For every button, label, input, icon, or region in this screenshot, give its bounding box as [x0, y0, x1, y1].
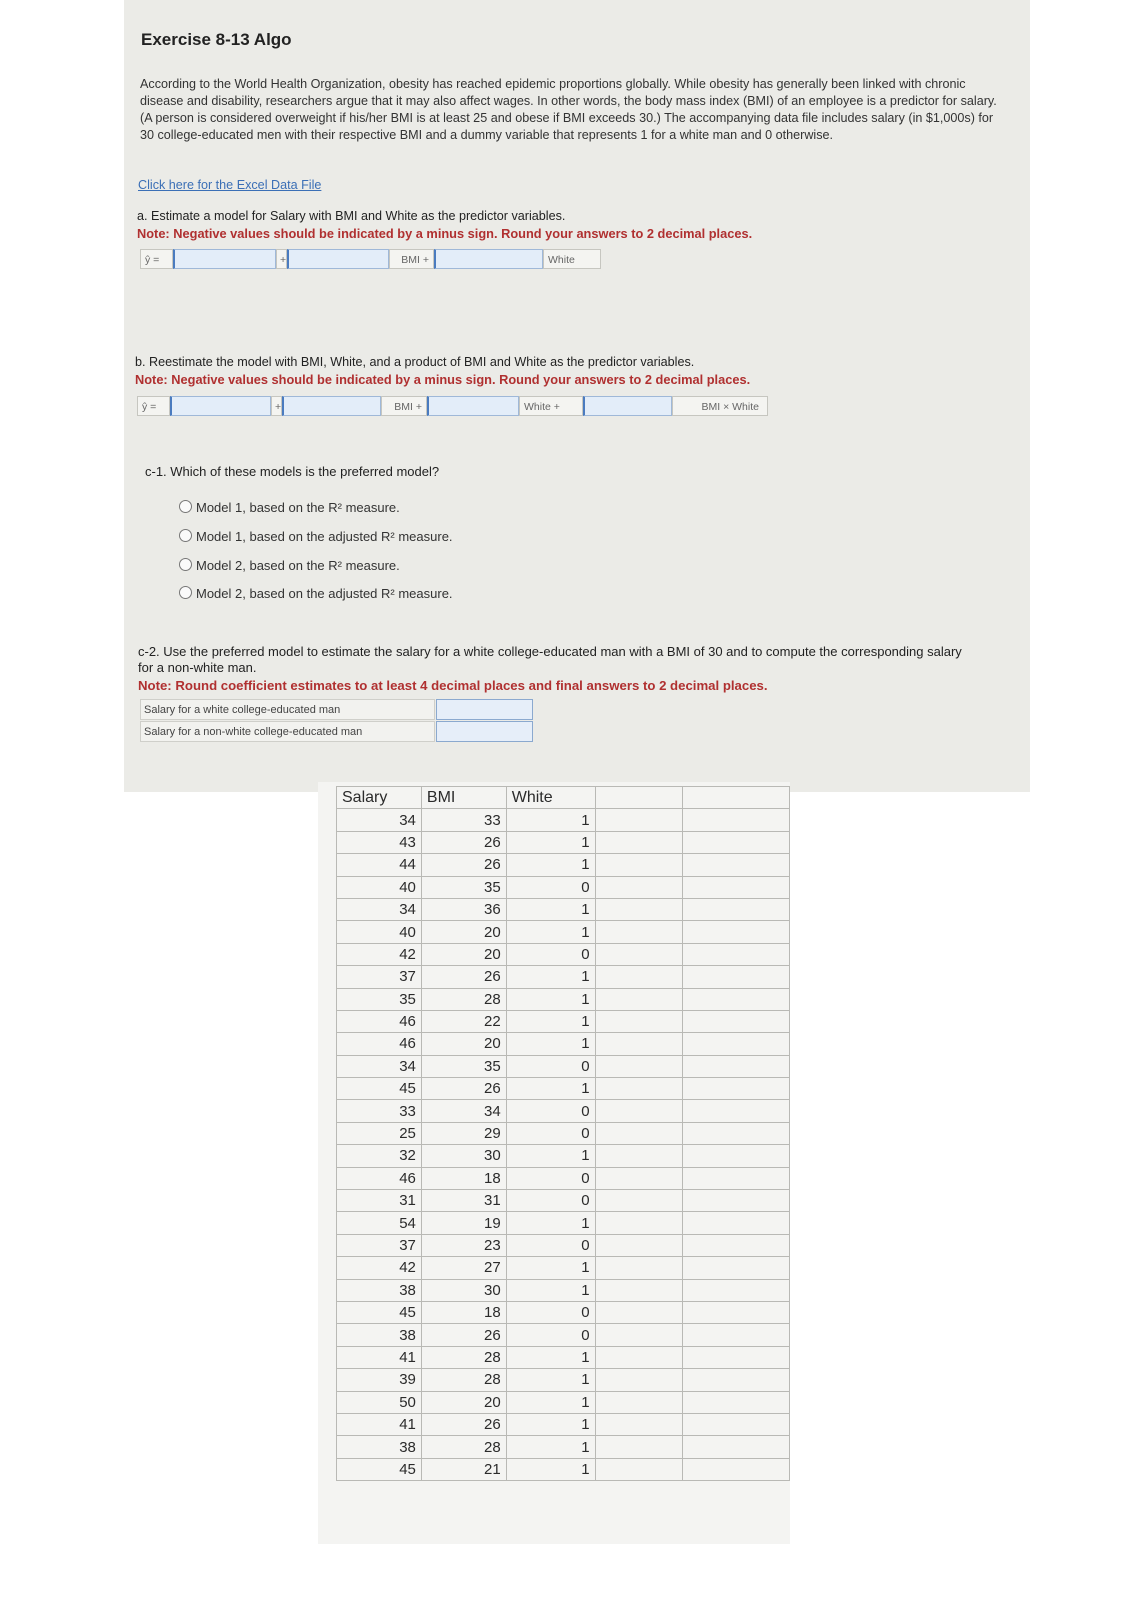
part-a-note-text: Negative values should be indicated by a minus sign. Round your answers to 2 decimal places.	[173, 226, 753, 241]
empty-cell	[595, 1010, 683, 1032]
part-c1-option-4[interactable]	[179, 583, 453, 605]
table-row	[337, 898, 790, 920]
salary-cell: 37	[337, 966, 422, 988]
white-cell: 1	[506, 988, 595, 1010]
empty-cell	[683, 1122, 790, 1144]
part-b-bmi-coef-input[interactable]	[282, 396, 381, 416]
bmi-cell: 20	[421, 1033, 506, 1055]
radio-icon[interactable]	[179, 529, 192, 542]
salary-cell: 46	[337, 1033, 422, 1055]
salary-cell: 41	[337, 1413, 422, 1435]
bmi-cell: 27	[421, 1257, 506, 1279]
table-row	[337, 809, 790, 831]
data-table-body	[337, 809, 790, 1481]
empty-cell	[683, 943, 790, 965]
bmi-cell: 36	[421, 898, 506, 920]
salary-cell: 40	[337, 876, 422, 898]
bmi-cell: 28	[421, 988, 506, 1010]
empty-cell	[595, 966, 683, 988]
radio-icon[interactable]	[179, 586, 192, 599]
white-cell: 1	[506, 809, 595, 831]
empty-cell	[683, 1100, 790, 1122]
exercise-panel	[124, 0, 1030, 792]
table-row	[337, 1100, 790, 1122]
white-cell: 0	[506, 1234, 595, 1256]
white-cell: 1	[506, 1145, 595, 1167]
bmi-cell: 35	[421, 876, 506, 898]
bmi-cell: 26	[421, 831, 506, 853]
table-row	[337, 1458, 790, 1480]
empty-cell	[595, 898, 683, 920]
exercise-intro: According to the World Health Organization, obesity has reached epidemic proportions globally. While obesity has generally been linked with chronic disease and disability, researchers argue that it may also affect wages. In other words, the body mass index (BMI) of an employee is a predictor for salary. (A person is considered overweight if his/her BMI is at least 25 and obese if BMI exceeds 30.) The accompanying data file includes salary (in $1,000s) for 30 college-educated men with their respective BMI and a dummy variable that represents 1 for a white man and 0 otherwise.	[140, 77, 997, 142]
bmi-cell: 28	[421, 1436, 506, 1458]
salary-cell: 38	[337, 1324, 422, 1346]
empty-cell	[683, 1078, 790, 1100]
part-b-plus-label: +	[271, 396, 282, 416]
table-row	[337, 1257, 790, 1279]
part-b-white-label: White +	[519, 396, 583, 416]
column-header-bmi: BMI	[421, 787, 506, 809]
salary-cell: 25	[337, 1122, 422, 1144]
bmi-cell: 26	[421, 1413, 506, 1435]
bmi-cell: 30	[421, 1279, 506, 1301]
salary-cell: 34	[337, 1055, 422, 1077]
bmi-cell: 30	[421, 1145, 506, 1167]
table-row	[337, 943, 790, 965]
radio-icon[interactable]	[179, 500, 192, 513]
empty-cell	[595, 1279, 683, 1301]
part-c1-question: c-1. Which of these models is the preferred model?	[145, 464, 440, 479]
exercise-title: Exercise 8-13 Algo	[141, 30, 292, 49]
empty-cell	[683, 1212, 790, 1234]
table-row	[337, 1436, 790, 1458]
part-c2-note	[138, 678, 768, 693]
salary-cell: 34	[337, 809, 422, 831]
white-cell: 1	[506, 1257, 595, 1279]
salary-cell: 42	[337, 943, 422, 965]
empty-cell	[595, 1122, 683, 1144]
empty-cell	[595, 876, 683, 898]
table-header-row	[337, 787, 790, 809]
data-table	[336, 786, 790, 1481]
empty-cell	[683, 966, 790, 988]
white-cell: 1	[506, 1369, 595, 1391]
table-row	[337, 1190, 790, 1212]
table-row	[337, 1167, 790, 1189]
table-row	[337, 854, 790, 876]
part-a-yhat-label: ŷ =	[140, 249, 173, 269]
white-cell: 0	[506, 1167, 595, 1189]
white-cell: 1	[506, 1346, 595, 1368]
part-b-white-coef-input[interactable]	[427, 396, 519, 416]
salary-cell: 39	[337, 1369, 422, 1391]
table-row	[337, 1391, 790, 1413]
salary-cell: 43	[337, 831, 422, 853]
table-row	[337, 1055, 790, 1077]
table-row	[337, 1145, 790, 1167]
excel-data-file-link[interactable]: Click here for the Excel Data File	[138, 178, 322, 192]
part-a-intercept-input[interactable]	[173, 249, 276, 269]
empty-cell	[595, 1100, 683, 1122]
empty-cell	[683, 1257, 790, 1279]
part-a-white-label: White	[543, 249, 601, 269]
part-c1-option-3-label: Model 2, based on the R² measure.	[196, 558, 400, 573]
bmi-cell: 31	[421, 1190, 506, 1212]
white-cell: 1	[506, 1391, 595, 1413]
part-b-note-text: Negative values should be indicated by a minus sign. Round your answers to 2 decimal places.	[171, 372, 751, 387]
white-cell: 0	[506, 1190, 595, 1212]
empty-cell	[683, 1234, 790, 1256]
bmi-cell: 33	[421, 809, 506, 831]
column-header-white: White	[506, 787, 595, 809]
part-a-bmi-coef-input[interactable]	[287, 249, 389, 269]
part-c2-row-white	[140, 699, 536, 720]
white-cell: 0	[506, 876, 595, 898]
white-cell: 0	[506, 1122, 595, 1144]
white-cell: 1	[506, 1458, 595, 1480]
part-b-question: b. Reestimate the model with BMI, White, and a product of BMI and White as the predictor variables.	[135, 355, 695, 369]
table-row	[337, 1369, 790, 1391]
empty-cell	[683, 1369, 790, 1391]
empty-cell	[683, 1167, 790, 1189]
empty-cell	[595, 1257, 683, 1279]
white-cell: 1	[506, 831, 595, 853]
part-c2-nonwhite-salary-input[interactable]	[436, 721, 533, 742]
empty-cell	[595, 854, 683, 876]
empty-cell	[683, 988, 790, 1010]
bmi-cell: 19	[421, 1212, 506, 1234]
empty-cell	[683, 898, 790, 920]
salary-cell: 32	[337, 1145, 422, 1167]
part-a-note	[137, 226, 752, 241]
bmi-cell: 20	[421, 943, 506, 965]
salary-cell: 34	[337, 898, 422, 920]
empty-cell	[683, 1279, 790, 1301]
salary-cell: 50	[337, 1391, 422, 1413]
part-c2-white-label: Salary for a white college-educated man	[140, 699, 435, 720]
white-cell: 1	[506, 854, 595, 876]
salary-cell: 31	[337, 1190, 422, 1212]
empty-cell	[595, 1324, 683, 1346]
table-row	[337, 1301, 790, 1323]
bmi-cell: 26	[421, 966, 506, 988]
part-b-note-label: Note:	[135, 372, 168, 387]
part-a-note-label: Note:	[137, 226, 170, 241]
part-a-question: a. Estimate a model for Salary with BMI and White as the predictor variables.	[137, 209, 566, 223]
table-row	[337, 876, 790, 898]
empty-cell	[595, 1413, 683, 1435]
empty-cell	[595, 1301, 683, 1323]
bmi-cell: 26	[421, 854, 506, 876]
empty-cell	[683, 876, 790, 898]
part-c1-option-3[interactable]	[179, 555, 400, 577]
empty-cell	[683, 1190, 790, 1212]
empty-cell	[683, 1010, 790, 1032]
table-row	[337, 1078, 790, 1100]
empty-cell	[683, 1391, 790, 1413]
white-cell: 0	[506, 1301, 595, 1323]
table-row	[337, 966, 790, 988]
part-c1-option-2-label: Model 1, based on the adjusted R² measure.	[196, 529, 453, 544]
salary-cell: 38	[337, 1436, 422, 1458]
white-cell: 0	[506, 1055, 595, 1077]
part-c2-note-label: Note:	[138, 678, 172, 693]
salary-cell: 45	[337, 1078, 422, 1100]
bmi-cell: 18	[421, 1167, 506, 1189]
part-c2-row-nonwhite	[140, 721, 536, 742]
white-cell: 1	[506, 921, 595, 943]
part-c2-question: c-2. Use the preferred model to estimate the salary for a white college-educated man with a BMI of 30 and to compute the corresponding salary for a non-white man.	[138, 644, 962, 675]
salary-cell: 46	[337, 1167, 422, 1189]
part-c1-option-1-label: Model 1, based on the R² measure.	[196, 500, 400, 515]
empty-cell	[683, 1145, 790, 1167]
part-c2-nonwhite-label: Salary for a non-white college-educated man	[140, 721, 435, 742]
salary-cell: 46	[337, 1010, 422, 1032]
empty-cell	[595, 943, 683, 965]
empty-cell	[595, 1212, 683, 1234]
part-b-interaction-label: BMI × White	[672, 396, 768, 416]
part-a-plus-label: +	[276, 249, 287, 269]
part-c2-note-text: Round coefficient estimates to at least 4 decimal places and final answers to 2 decimal places.	[175, 678, 768, 693]
radio-icon[interactable]	[179, 558, 192, 571]
bmi-cell: 22	[421, 1010, 506, 1032]
part-b-bmi-label: BMI +	[381, 396, 427, 416]
bmi-cell: 29	[421, 1122, 506, 1144]
data-spreadsheet	[318, 782, 790, 1544]
white-cell: 1	[506, 1436, 595, 1458]
table-row	[337, 1212, 790, 1234]
part-c1-option-2[interactable]	[179, 526, 453, 548]
empty-cell	[595, 988, 683, 1010]
white-cell: 0	[506, 1324, 595, 1346]
part-a-white-coef-input[interactable]	[434, 249, 543, 269]
part-c1-option-1[interactable]	[179, 497, 400, 519]
white-cell: 1	[506, 1279, 595, 1301]
salary-cell: 40	[337, 921, 422, 943]
salary-cell: 41	[337, 1346, 422, 1368]
part-b-intercept-input[interactable]	[170, 396, 271, 416]
empty-cell	[595, 921, 683, 943]
empty-cell	[595, 1458, 683, 1480]
table-row	[337, 831, 790, 853]
table-row	[337, 1279, 790, 1301]
table-row	[337, 1413, 790, 1435]
white-cell: 1	[506, 1212, 595, 1234]
bmi-cell: 35	[421, 1055, 506, 1077]
salary-cell: 33	[337, 1100, 422, 1122]
salary-cell: 44	[337, 854, 422, 876]
salary-cell: 54	[337, 1212, 422, 1234]
white-cell: 1	[506, 1010, 595, 1032]
table-row	[337, 1010, 790, 1032]
white-cell: 1	[506, 1033, 595, 1055]
part-c1-option-4-label: Model 2, based on the adjusted R² measure.	[196, 586, 453, 601]
empty-cell	[683, 1033, 790, 1055]
empty-cell	[683, 787, 790, 809]
white-cell: 1	[506, 1078, 595, 1100]
empty-cell	[595, 1055, 683, 1077]
table-row	[337, 1122, 790, 1144]
empty-cell	[683, 1055, 790, 1077]
bmi-cell: 28	[421, 1369, 506, 1391]
table-row	[337, 1033, 790, 1055]
bmi-cell: 26	[421, 1324, 506, 1346]
empty-cell	[683, 1458, 790, 1480]
table-row	[337, 988, 790, 1010]
bmi-cell: 18	[421, 1301, 506, 1323]
salary-cell: 42	[337, 1257, 422, 1279]
salary-cell: 45	[337, 1301, 422, 1323]
part-b-yhat-label: ŷ =	[137, 396, 170, 416]
table-row	[337, 1234, 790, 1256]
bmi-cell: 26	[421, 1078, 506, 1100]
empty-cell	[595, 787, 683, 809]
salary-cell: 38	[337, 1279, 422, 1301]
table-row	[337, 921, 790, 943]
empty-cell	[683, 831, 790, 853]
white-cell: 1	[506, 1413, 595, 1435]
white-cell: 0	[506, 1100, 595, 1122]
empty-cell	[595, 1078, 683, 1100]
empty-cell	[595, 1369, 683, 1391]
empty-cell	[595, 1234, 683, 1256]
bmi-cell: 34	[421, 1100, 506, 1122]
empty-cell	[595, 1391, 683, 1413]
empty-cell	[683, 809, 790, 831]
salary-cell: 45	[337, 1458, 422, 1480]
white-cell: 1	[506, 898, 595, 920]
empty-cell	[595, 831, 683, 853]
empty-cell	[595, 1033, 683, 1055]
white-cell: 1	[506, 966, 595, 988]
part-a-bmi-label: BMI +	[389, 249, 434, 269]
empty-cell	[595, 1346, 683, 1368]
empty-cell	[595, 1167, 683, 1189]
table-row	[337, 1324, 790, 1346]
part-b-interaction-coef-input[interactable]	[583, 396, 672, 416]
empty-cell	[595, 1436, 683, 1458]
salary-cell: 37	[337, 1234, 422, 1256]
column-header-salary: Salary	[337, 787, 422, 809]
part-c2-white-salary-input[interactable]	[436, 699, 533, 720]
empty-cell	[683, 1436, 790, 1458]
bmi-cell: 21	[421, 1458, 506, 1480]
empty-cell	[683, 921, 790, 943]
empty-cell	[595, 1145, 683, 1167]
table-row	[337, 1346, 790, 1368]
salary-cell: 35	[337, 988, 422, 1010]
bmi-cell: 20	[421, 921, 506, 943]
white-cell: 0	[506, 943, 595, 965]
empty-cell	[683, 1413, 790, 1435]
part-a-equation	[140, 249, 590, 271]
empty-cell	[595, 1190, 683, 1212]
empty-cell	[683, 1301, 790, 1323]
part-b-note	[135, 372, 750, 387]
empty-cell	[683, 1324, 790, 1346]
empty-cell	[595, 809, 683, 831]
bmi-cell: 20	[421, 1391, 506, 1413]
empty-cell	[683, 1346, 790, 1368]
bmi-cell: 28	[421, 1346, 506, 1368]
empty-cell	[683, 854, 790, 876]
part-b-equation	[137, 396, 777, 418]
bmi-cell: 23	[421, 1234, 506, 1256]
